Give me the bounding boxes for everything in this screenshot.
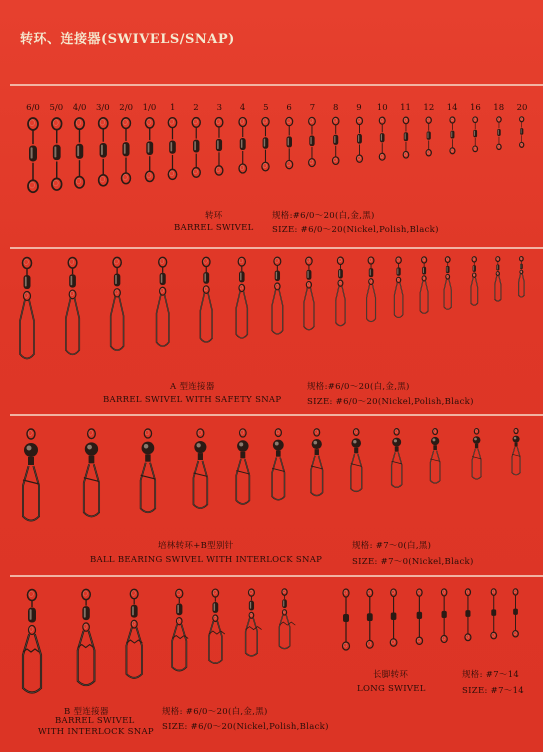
barrel-swivel-item xyxy=(22,116,44,198)
safety-snap-item xyxy=(267,256,288,342)
size-label: 20 xyxy=(516,103,528,113)
barrel-swivel-item xyxy=(352,116,367,167)
barrel-swivel-item xyxy=(304,116,320,172)
size-label: 2 xyxy=(193,103,199,113)
ball-bearing-name-en: BALL BEARING SWIVEL WITH INTERLOCK SNAP xyxy=(90,555,323,565)
barrel-swivel-spec-cn: 规格:#6/0～20(白,金,黑) xyxy=(272,211,375,221)
size-label: 9 xyxy=(356,103,362,113)
safety-snap-item xyxy=(416,256,432,320)
long-swivel-spec-en: SIZE: #7～14 xyxy=(462,686,525,696)
barrel-swivel-item xyxy=(93,116,113,191)
safety-snap-item xyxy=(440,256,455,316)
interlock-snap-name-cn: B 型连接器 xyxy=(64,707,109,717)
barrel-swivel-item xyxy=(328,116,343,170)
barrel-swivel-item xyxy=(187,116,205,183)
ball-bearing-item xyxy=(135,428,161,519)
size-label: 2/0 xyxy=(119,103,133,113)
long-swivel-item xyxy=(436,588,452,647)
barrel-swivel-item xyxy=(140,116,159,187)
size-label: 5 xyxy=(263,103,269,113)
long-swivel-name-cn: 长脚转环 xyxy=(373,670,409,680)
ball-bearing-item xyxy=(267,428,290,506)
barrel-swivel-item xyxy=(422,116,435,161)
safety-snap-name-en: BARREL SWIVEL WITH SAFETY SNAP xyxy=(103,395,282,405)
barrel-swivel-item xyxy=(281,116,297,174)
size-label: 3/0 xyxy=(96,103,110,113)
long-swivel-item xyxy=(460,588,476,645)
ball-bearing-item xyxy=(231,428,255,511)
ball-bearing-item xyxy=(346,428,366,498)
barrel-swivel-item xyxy=(46,116,67,196)
interlock-snap-item xyxy=(121,588,147,687)
barrel-swivel-spec-en: SIZE: #6/0～20(Nickel,Polish,Black) xyxy=(272,225,439,235)
barrel-swivel-item xyxy=(375,116,389,165)
barrel-swivel-item xyxy=(69,116,90,194)
interlock-snap-item xyxy=(275,588,294,656)
barrel-swivel-item xyxy=(516,116,527,152)
interlock-snap-spec-en: SIZE: #6/0～20(Nickel,Polish,Black) xyxy=(162,722,329,732)
ball-bearing-item xyxy=(306,428,328,502)
safety-snap-spec-en: SIZE: #6/0～20(Nickel,Polish,Black) xyxy=(307,397,474,407)
interlock-snap-name-en-2: WITH INTERLOCK SNAP xyxy=(38,727,154,737)
long-swivel-item xyxy=(508,588,523,641)
safety-snap-item xyxy=(60,256,85,364)
interlock-snap-item xyxy=(167,588,192,679)
safety-snap-item xyxy=(467,256,482,312)
divider-top xyxy=(10,84,543,86)
safety-snap-name-cn: A 型连接器 xyxy=(170,382,215,392)
safety-snap-item xyxy=(491,256,505,308)
barrel-swivel-item xyxy=(469,116,481,157)
long-swivel-spec-cn: 规格: #7～14 xyxy=(462,670,520,680)
ball-bearing-spec-cn: 规格: #7～0(白,黑) xyxy=(352,541,432,551)
safety-snap-item xyxy=(390,256,407,325)
ball-bearing-name-cn: 培林转环+B型别针 xyxy=(158,541,234,551)
interlock-snap-item xyxy=(72,588,100,694)
safety-snap-item xyxy=(515,256,528,303)
long-swivel-item xyxy=(411,588,428,648)
interlock-snap-item xyxy=(204,588,227,671)
barrel-swivel-name-cn: 转环 xyxy=(205,211,223,221)
safety-snap-item xyxy=(331,256,350,333)
barrel-swivel-item xyxy=(493,116,505,154)
barrel-swivel-item xyxy=(210,116,228,181)
long-swivel-item xyxy=(486,588,501,643)
long-swivel-name-en: LONG SWIVEL xyxy=(357,684,426,694)
divider-1 xyxy=(10,247,543,249)
size-label: 10 xyxy=(376,103,388,113)
interlock-snap-item xyxy=(241,588,262,664)
ball-bearing-item xyxy=(78,428,105,524)
interlock-snap-item xyxy=(17,588,47,702)
size-label: 4 xyxy=(239,103,246,113)
size-label: 16 xyxy=(470,103,481,113)
size-label: 14 xyxy=(446,103,458,113)
size-label: 18 xyxy=(493,103,505,113)
ball-bearing-item xyxy=(17,428,45,528)
barrel-swivel-item xyxy=(116,116,136,189)
safety-snap-spec-cn: 规格:#6/0～20(白,金,黑) xyxy=(307,382,410,392)
ball-bearing-item xyxy=(387,428,406,493)
size-label: 11 xyxy=(400,103,411,113)
size-label: 5/0 xyxy=(49,103,64,113)
size-label: 1/0 xyxy=(142,103,157,113)
long-swivel-item xyxy=(385,588,402,650)
barrel-swivel-item xyxy=(257,116,274,176)
size-label: 8 xyxy=(332,103,339,113)
divider-3 xyxy=(10,575,543,577)
ball-bearing-item xyxy=(468,428,485,485)
size-label: 7 xyxy=(309,103,316,113)
size-label: 3 xyxy=(216,103,222,113)
barrel-swivel-name-en: BARREL SWIVEL xyxy=(174,223,254,233)
safety-snap-item xyxy=(105,256,129,359)
safety-snap-item xyxy=(151,256,174,355)
ball-bearing-item xyxy=(426,428,444,489)
ball-bearing-item xyxy=(188,428,213,515)
safety-snap-item xyxy=(231,256,253,346)
size-labels-row xyxy=(0,103,543,117)
page-title: 转环、连接器(SWIVELS/SNAP) xyxy=(20,32,235,47)
divider-2 xyxy=(10,414,543,416)
size-label: 6 xyxy=(286,103,292,113)
interlock-snap-spec-cn: 规格: #6/0～20(白,金,黑) xyxy=(162,707,268,717)
barrel-swivel-item xyxy=(399,116,413,163)
barrel-swivel-item xyxy=(234,116,251,178)
safety-snap-item xyxy=(299,256,319,338)
interlock-snap-name-en-1: BARREL SWIVEL xyxy=(55,716,135,726)
long-swivel-item xyxy=(361,588,379,652)
safety-snap-item xyxy=(362,256,380,329)
barrel-swivel-item xyxy=(163,116,182,185)
size-label: 6/0 xyxy=(26,103,40,113)
safety-snap-item xyxy=(195,256,217,351)
safety-snap-item xyxy=(14,256,40,368)
ball-bearing-spec-en: SIZE: #7～0(Nickel,Black) xyxy=(352,557,474,567)
size-label: 1 xyxy=(169,103,176,113)
barrel-swivel-item xyxy=(446,116,459,159)
long-swivel-item xyxy=(337,588,355,654)
size-label: 12 xyxy=(423,103,435,113)
size-label: 4/0 xyxy=(72,103,87,113)
ball-bearing-item xyxy=(508,428,524,480)
